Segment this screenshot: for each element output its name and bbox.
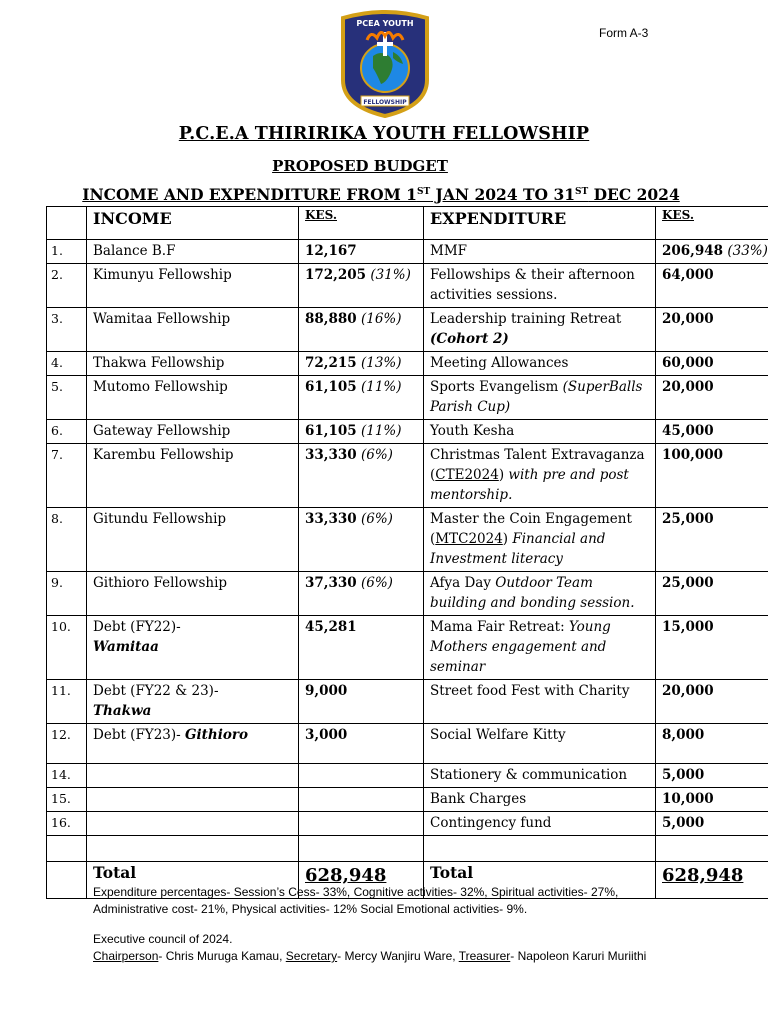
expenditure-amount: 206,948 (33%) <box>656 240 768 264</box>
income-item: Debt (FY22)- Wamitaa <box>87 616 299 680</box>
income-item: Debt (FY23)- Githioro <box>87 724 299 764</box>
table-row <box>47 264 768 308</box>
expenditure-item: Bank Charges <box>424 788 656 812</box>
total-income-label: Total <box>87 862 299 899</box>
logo-top-text: PCEA YOUTH <box>356 19 414 28</box>
secretary-label: Secretary <box>285 949 338 963</box>
period-title: INCOME AND EXPENDITURE FROM 1ST JAN 2024 TO 31ST DEC 2024 <box>82 185 680 204</box>
header-no-cell <box>47 207 87 240</box>
expenditure-percentages-note: Expenditure percentages- Session’s Cess- 33%, Cognitive activities- 32%, Spiritual activities- 27%, Administrative cost- 21%, Physical activities- 12% Social Emotional activities- 9%. <box>93 885 619 916</box>
total-expenditure-amount: 628,948 <box>656 862 768 899</box>
income-item <box>87 788 299 812</box>
header-income-kes: KES. <box>299 207 424 240</box>
income-item <box>87 812 299 836</box>
expenditure-amount: 25,000 <box>656 572 768 616</box>
income-item: Kimunyu Fellowship <box>87 264 299 308</box>
row-number: 11. <box>47 680 87 724</box>
income-item: Karembu Fellowship <box>87 444 299 508</box>
table-row <box>47 616 768 680</box>
expenditure-amount: 8,000 <box>656 724 768 764</box>
expenditure-amount: 5,000 <box>656 764 768 788</box>
expenditure-item: Meeting Allowances <box>424 352 656 376</box>
expenditure-amount: 20,000 <box>656 308 768 352</box>
row-number: 5. <box>47 376 87 420</box>
form-code: Form A-3 <box>599 26 649 40</box>
row-number: 16. <box>47 812 87 836</box>
treasurer-name: - Napoleon Karuri Muriithi <box>510 949 647 963</box>
budget-table <box>46 206 768 899</box>
expenditure-item: MMF <box>424 240 656 264</box>
row-number: 2. <box>47 264 87 308</box>
table-row <box>47 420 768 444</box>
header-income: INCOME <box>87 207 299 240</box>
expenditure-amount: 20,000 <box>656 376 768 420</box>
income-item: Mutomo Fellowship <box>87 376 299 420</box>
income-amount: 61,105 (11%) <box>299 376 424 420</box>
income-amount <box>299 812 424 836</box>
income-amount: 12,167 <box>299 240 424 264</box>
chair-label: Chairperson <box>93 949 159 963</box>
table-row <box>47 812 768 836</box>
table-row <box>47 788 768 812</box>
income-item <box>87 764 299 788</box>
org-title: P.C.E.A THIRIRIKA YOUTH FELLOWSHIP <box>178 124 590 144</box>
expenditure-amount: 60,000 <box>656 352 768 376</box>
expenditure-item: Mama Fair Retreat: Young Mothers engagement and seminar <box>424 616 656 680</box>
council-members <box>93 948 693 965</box>
row-number: 6. <box>47 420 87 444</box>
expenditure-amount: 10,000 <box>656 788 768 812</box>
expenditure-item: Social Welfare Kitty <box>424 724 656 764</box>
table-row <box>47 508 768 572</box>
expenditure-item: Contingency fund <box>424 812 656 836</box>
expenditure-item: Afya Day Outdoor Team building and bonding session. <box>424 572 656 616</box>
row-number: 1. <box>47 240 87 264</box>
income-amount: 33,330 (6%) <box>299 444 424 508</box>
chair-name: - Chris Muruga Kamau, <box>158 949 286 963</box>
secretary-name: - Mercy Wanjiru Ware, <box>337 949 459 963</box>
expenditure-amount: 25,000 <box>656 508 768 572</box>
expenditure-amount: 20,000 <box>656 680 768 724</box>
expenditure-amount: 45,000 <box>656 420 768 444</box>
row-number: 3. <box>47 308 87 352</box>
table-row <box>47 572 768 616</box>
header-expenditure-kes: KES. <box>656 207 768 240</box>
total-income-amount: 628,948 <box>299 862 424 899</box>
empty-cell <box>299 836 424 862</box>
council-title: Executive council of 2024. <box>93 932 233 946</box>
table-row <box>47 308 768 352</box>
row-number: 8. <box>47 508 87 572</box>
income-amount: 37,330 (6%) <box>299 572 424 616</box>
table-row <box>47 444 768 508</box>
income-amount: 45,281 <box>299 616 424 680</box>
table-header-row <box>47 207 768 240</box>
income-amount: 61,105 (11%) <box>299 420 424 444</box>
pcea-youth-logo <box>337 10 433 118</box>
table-row <box>47 240 768 264</box>
row-number: 14. <box>47 764 87 788</box>
expenditure-amount: 64,000 <box>656 264 768 308</box>
expenditure-amount: 15,000 <box>656 616 768 680</box>
income-amount: 9,000 <box>299 680 424 724</box>
expenditure-item: Stationery & communication <box>424 764 656 788</box>
expenditure-amount: 5,000 <box>656 812 768 836</box>
income-amount: 72,215 (13%) <box>299 352 424 376</box>
expenditure-amount: 100,000 <box>656 444 768 508</box>
row-number: 9. <box>47 572 87 616</box>
empty-cell <box>656 836 768 862</box>
total-no-cell <box>47 862 87 899</box>
table-row <box>47 764 768 788</box>
income-item: Balance B.F <box>87 240 299 264</box>
income-amount: 88,880 (16%) <box>299 308 424 352</box>
budget-title: PROPOSED BUDGET <box>272 157 448 175</box>
row-number: 12. <box>47 724 87 764</box>
table-row <box>47 724 768 764</box>
total-expenditure-label: Total <box>424 862 656 899</box>
treasurer-label: Treasurer <box>458 949 511 963</box>
expenditure-item: Master the Coin Engagement (MTC2024) Financial and Investment literacy <box>424 508 656 572</box>
expenditure-item: Christmas Talent Extravaganza (CTE2024) with pre and post mentorship. <box>424 444 656 508</box>
income-item: Thakwa Fellowship <box>87 352 299 376</box>
income-item: Gateway Fellowship <box>87 420 299 444</box>
income-item: Debt (FY22 & 23)- Thakwa <box>87 680 299 724</box>
income-item: Gitundu Fellowship <box>87 508 299 572</box>
empty-cell <box>47 836 87 862</box>
income-item: Wamitaa Fellowship <box>87 308 299 352</box>
income-amount <box>299 764 424 788</box>
row-number: 4. <box>47 352 87 376</box>
expenditure-item: Youth Kesha <box>424 420 656 444</box>
row-number: 15. <box>47 788 87 812</box>
income-amount: 33,330 (6%) <box>299 508 424 572</box>
expenditure-item: Leadership training Retreat (Cohort 2) <box>424 308 656 352</box>
table-row <box>47 352 768 376</box>
table-row <box>47 680 768 724</box>
logo-bottom-text: FELLOWSHIP <box>363 99 407 106</box>
expenditure-item: Street food Fest with Charity <box>424 680 656 724</box>
table-row <box>47 376 768 420</box>
row-number: 10. <box>47 616 87 680</box>
expenditure-item: Sports Evangelism (SuperBalls Parish Cup) <box>424 376 656 420</box>
header-expenditure: EXPENDITURE <box>424 207 656 240</box>
income-amount: 172,205 (31%) <box>299 264 424 308</box>
table-row-empty <box>47 836 768 862</box>
empty-cell <box>424 836 656 862</box>
expenditure-item: Fellowships & their afternoon activities sessions. <box>424 264 656 308</box>
income-item: Githioro Fellowship <box>87 572 299 616</box>
row-number: 7. <box>47 444 87 508</box>
income-amount: 3,000 <box>299 724 424 764</box>
empty-cell <box>87 836 299 862</box>
income-amount <box>299 788 424 812</box>
executive-council-note <box>93 931 693 965</box>
